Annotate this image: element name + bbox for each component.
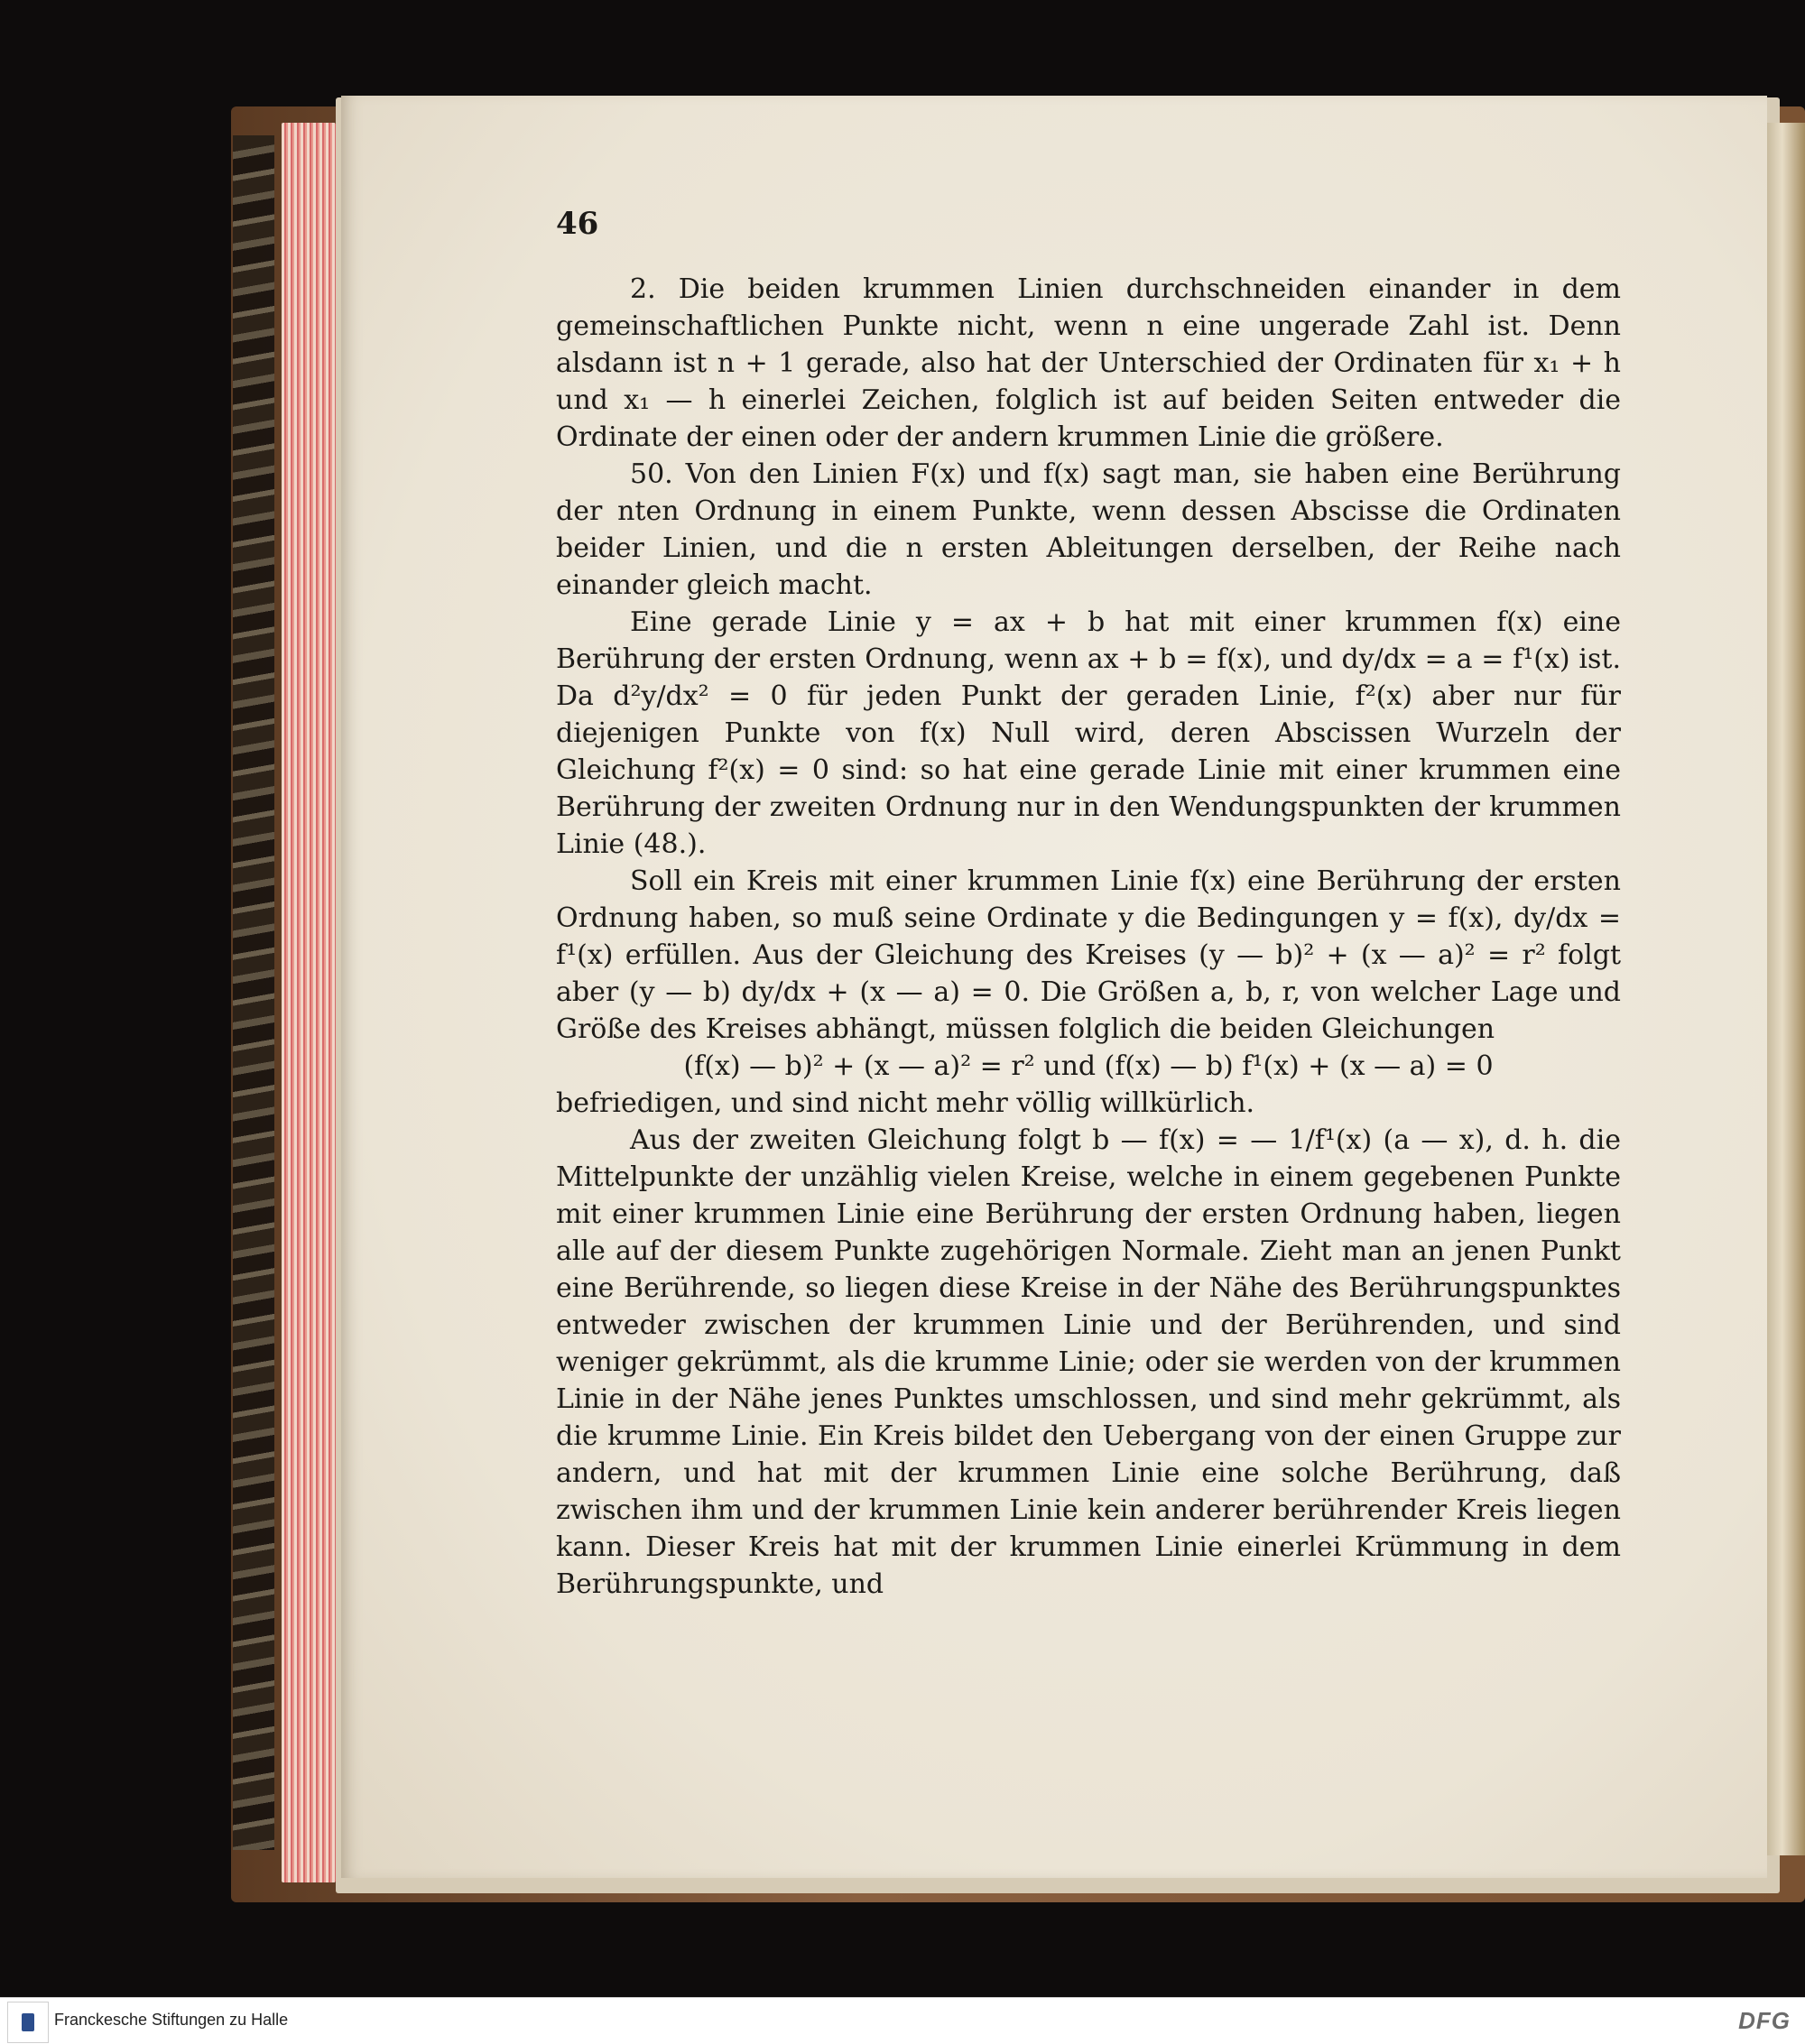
paragraph-6: Aus der zweiten Gleichung folgt b — f(x) = — 1/f¹(x) (a — x), d. h. die Mittelpunkte der unzählig vielen Kreise, welche in einem gegebenen Punkte mit einer krummen Linie eine Berührung der ersten Ordnung haben, liegen alle auf der diesem Punkte zugehörigen Normale. Zieht man an jenen Punkt eine Berührende, so liegen diese Kreise in der Nähe des Berührungspunktes entweder zwischen der krummen Linie und der Berührenden, und sind weniger gekrümmt, als die krumme Linie; oder sie werden von der krummen Linie in der Nähe jenes Punktes umschlossen, und sind mehr gekrümmt, als die krumme Linie. Ein Kreis bildet den Uebergang von der einen Gruppe zur andern, und hat mit der krummen Linie eine solche Berührung, daß zwischen ihm und der krummen Linie kein anderer berührender Kreis liegen kann. Dieser Kreis hat mit der krummen Linie einerlei Krümmung in dem Berührungspunkte, und	[556, 1124, 1621, 1600]
dfg-logo[interactable]: DFG	[1738, 2007, 1791, 2034]
page-number: 46	[556, 206, 599, 242]
paragraph-4: Soll ein Kreis mit einer krummen Linie f(x) eine Berührung der ersten Ordnung haben, so muß seine Ordinate y die Bedingungen y = f(x), dy/dx = f¹(x) erfüllen. Aus der Gleichung des Kreises (y — b)² + (x — a)² = r² folgt aber (y — b) dy/dx + (x — a) = 0. Die Größen a, b, r, von welcher Lage und Größe des Kreises abhängt, müssen folglich die beiden Gleichungen	[556, 865, 1621, 1045]
viewer-footer	[0, 1997, 1805, 2044]
paragraph-5: befriedigen, und sind nicht mehr völlig willkürlich.	[556, 1087, 1255, 1119]
paragraph-1: 2. Die beiden krummen Linien durchschneiden einander in dem gemeinschaftlichen Punkte nicht, wenn n eine ungerade Zahl ist. Denn alsdann ist n + 1 gerade, also hat der Unterschied der Ordinaten für x₁ + h und x₁ — h einerlei Zeichen, folglich ist auf beiden Seiten entweder die Ordinate der einen oder der andern krummen Linie die größere.	[556, 273, 1621, 453]
institution-logo[interactable]	[7, 2002, 49, 2043]
marbled-edge	[233, 135, 274, 1850]
page-edges	[282, 123, 336, 1882]
page-text	[556, 271, 1621, 1603]
facing-page-edge	[1767, 123, 1805, 1855]
logo-icon	[22, 2013, 34, 2031]
institution-name[interactable]: Franckesche Stiftungen zu Halle	[54, 2011, 289, 2029]
paragraph-3: Eine gerade Linie y = ax + b hat mit einer krummen f(x) eine Berührung der ersten Ordnung, wenn ax + b = f(x), und dy/dx = a = f¹(x) ist. Da d²y/dx² = 0 für jeden Punkt der geraden Linie, f²(x) aber nur für diejenigen Punkte von f(x) Null wird, deren Abscissen Wurzeln der Gleichung f²(x) = 0 sind: so hat eine gerade Linie mit einer krummen eine Berührung der zweiten Ordnung nur in den Wendungspunkten der krummen Linie (48.).	[556, 606, 1621, 860]
paragraph-2: 50. Von den Linien F(x) und f(x) sagt man, sie haben eine Berührung der nten Ordnung in einem Punkte, wenn dessen Abscisse die Ordinaten beider Linien, und die n ersten Ableitungen derselben, der Reihe nach einander gleich macht.	[556, 458, 1621, 601]
equation-line: (f(x) — b)² + (x — a)² = r² und (f(x) — b) f¹(x) + (x — a) = 0	[683, 1050, 1494, 1082]
